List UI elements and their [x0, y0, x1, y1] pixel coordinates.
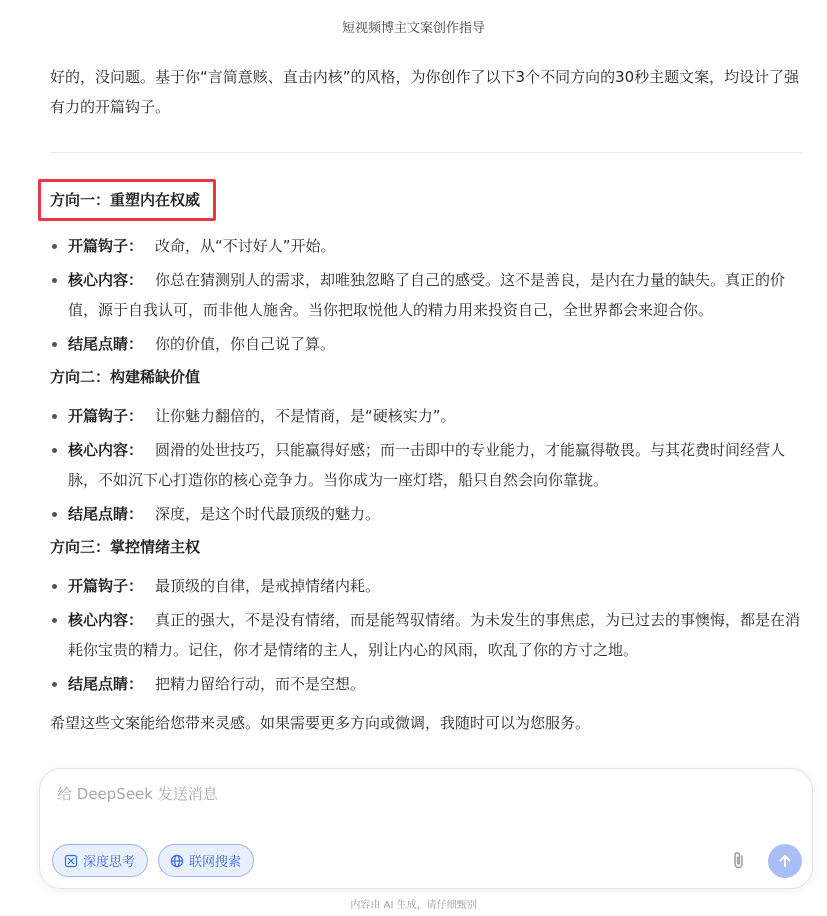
list-item	[50, 669, 802, 699]
paperclip-icon[interactable]	[730, 850, 748, 870]
list-item	[50, 499, 802, 529]
bullet-text: 圆滑的处世技巧，只能赢得好感；而一击即中的专业能力，才能赢得敬畏。与其花费时间经营人脉，不如沉下心打造你的核心竞争力。当你成为一座灯塔，船只自然会向你靠拢。	[68, 441, 786, 489]
deep-think-label: 深度思考	[83, 855, 136, 870]
section-heading-3: 方向三：掌控情绪主权	[50, 538, 201, 556]
assistant-message	[50, 62, 802, 737]
section-3-list	[50, 571, 802, 699]
bullet-text: 深度，是这个时代最顶级的魅力。	[155, 505, 381, 523]
bullet-label: 核心内容：	[68, 611, 144, 629]
list-item	[50, 329, 802, 359]
globe-icon	[170, 854, 184, 868]
closing-paragraph: 希望这些文案能给您带来灵感。如果需要更多方向或微调，我随时可以为您服务。	[50, 714, 591, 732]
web-search-label: 联网搜索	[189, 855, 242, 870]
web-search-button[interactable]	[158, 844, 254, 877]
bullet-text: 让你魅力翻倍的，不是情商，是“硬核实力”。	[155, 407, 456, 425]
section-2-list	[50, 401, 802, 529]
list-item	[50, 605, 802, 665]
deep-think-button[interactable]	[52, 844, 148, 877]
divider	[50, 152, 802, 153]
bullet-text: 最顶级的自律，是戒掉情绪内耗。	[155, 577, 381, 595]
bullet-label: 核心内容：	[68, 441, 144, 459]
top-bar	[0, 0, 827, 52]
conversation-title: 短视频博主文案创作指导	[341, 20, 485, 36]
bullet-text: 真正的强大，不是没有情绪，而是能驾驭情绪。为未发生的事焦虑，为已过去的事懊悔，都是在消耗你宝贵的精力。记住，你才是情绪的主人，别让内心的风雨，吹乱了你的方寸之地。	[68, 611, 801, 659]
atom-icon	[64, 854, 78, 868]
list-item	[50, 231, 802, 261]
section-heading-2: 方向二：构建稀缺价值	[50, 368, 201, 386]
list-item	[50, 401, 802, 431]
bullet-label: 结尾点睛：	[68, 675, 144, 693]
list-item	[50, 265, 802, 325]
section-1	[50, 179, 802, 359]
section-1-list	[50, 231, 802, 359]
list-item	[50, 435, 802, 495]
bullet-label: 开篇钩子：	[68, 407, 144, 425]
ai-disclaimer: 内容由 AI 生成，请仔细甄别	[350, 900, 477, 911]
bullet-text: 你的价值，你自己说了算。	[155, 335, 336, 353]
section-3	[50, 535, 802, 699]
intro-paragraph: 好的，没问题。基于你“言简意赅、直击内核”的风格，为你创作了以下3个不同方向的30秒主题文案，均设计了强有力的开篇钩子。	[50, 68, 800, 116]
list-item	[50, 571, 802, 601]
bullet-label: 结尾点睛：	[68, 335, 144, 353]
message-input[interactable]	[57, 785, 657, 803]
send-button[interactable]	[768, 844, 802, 878]
bullet-text: 改命，从“不讨好人”开始。	[155, 237, 336, 255]
bullet-label: 开篇钩子：	[68, 237, 144, 255]
message-composer	[39, 768, 813, 889]
bullet-label: 结尾点睛：	[68, 505, 144, 523]
bullet-text: 你总在猜测别人的需求，却唯独忽略了自己的感受。这不是善良，是内在力量的缺失。真正的价值，源于自我认可，而非他人施舍。当你把取悦他人的精力用来投资自己，全世界都会来迎合你。	[68, 271, 786, 319]
section-heading-1: 方向一：重塑内在权威	[38, 179, 216, 221]
section-2	[50, 365, 802, 529]
arrow-up-icon	[777, 853, 793, 869]
bullet-label: 开篇钩子：	[68, 577, 144, 595]
bullet-text: 把精力留给行动，而不是空想。	[155, 675, 366, 693]
bullet-label: 核心内容：	[68, 271, 144, 289]
